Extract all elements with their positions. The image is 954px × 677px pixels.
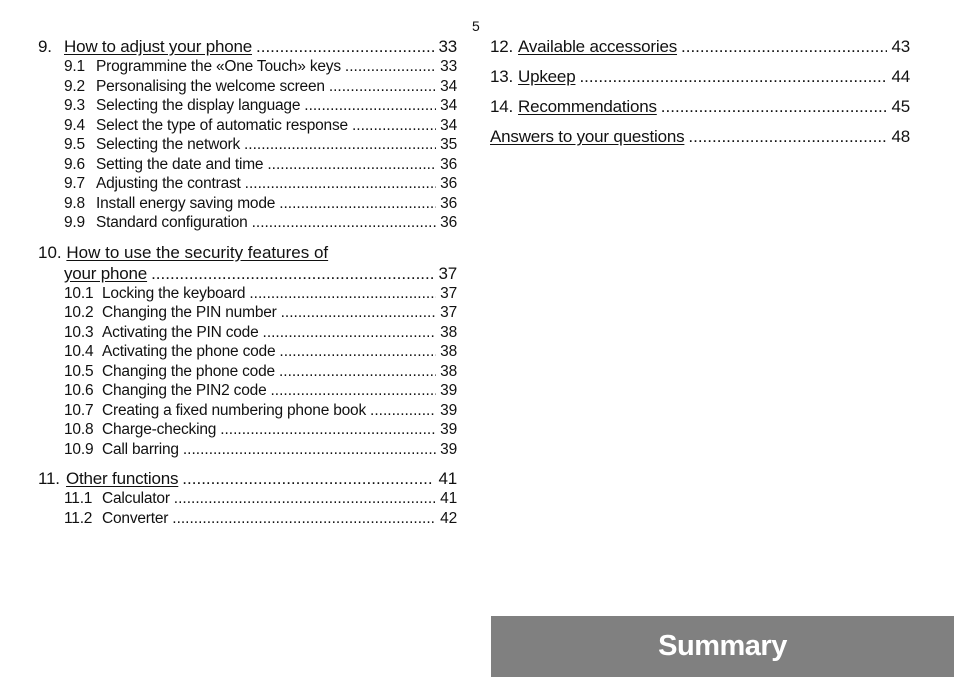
entry-number: 10.2 bbox=[64, 304, 94, 321]
entry-title: Creating a fixed numbering phone book bbox=[102, 401, 367, 419]
chapter-number: 12. bbox=[490, 37, 514, 56]
entry-title: Call barring bbox=[102, 440, 179, 458]
toc-chapter-14[interactable] bbox=[490, 97, 910, 127]
chapter-number: 14. bbox=[490, 97, 514, 116]
entry-title: Selecting the network bbox=[96, 136, 240, 153]
page-ref: 43 bbox=[891, 37, 910, 56]
spacer bbox=[38, 460, 457, 469]
chapter-title-link[interactable]: How to use the security features of bbox=[66, 242, 329, 262]
entry-number: 9.6 bbox=[64, 155, 85, 173]
entry-title: Standard configuration bbox=[96, 214, 248, 231]
page-ref: 34 bbox=[440, 116, 457, 134]
toc-entry[interactable] bbox=[38, 58, 457, 78]
page-ref: 36 bbox=[440, 155, 457, 173]
toc-entry[interactable] bbox=[38, 363, 457, 383]
page-ref: 42 bbox=[440, 509, 457, 527]
summary-banner bbox=[491, 616, 954, 677]
entry-number: 10.7 bbox=[64, 401, 94, 419]
entry-number: 9.7 bbox=[64, 175, 85, 192]
dot-leader bbox=[249, 285, 436, 303]
dot-leader bbox=[182, 469, 434, 489]
chapter-number: 10. bbox=[38, 242, 62, 262]
entry-number: 10.6 bbox=[64, 382, 94, 399]
page-ref: 37 bbox=[438, 263, 457, 283]
toc-chapter-12[interactable] bbox=[490, 37, 910, 67]
page-ref: 39 bbox=[440, 421, 457, 438]
page-ref: 38 bbox=[440, 343, 457, 360]
page-ref: 36 bbox=[440, 194, 457, 212]
chapter-title-link[interactable]: Recommendations bbox=[518, 97, 657, 116]
toc-entry[interactable] bbox=[38, 490, 457, 510]
page-ref: 45 bbox=[891, 97, 910, 116]
page-ref: 36 bbox=[440, 175, 457, 192]
entry-title: Selecting the display language bbox=[96, 97, 301, 114]
chapter-number: 9. bbox=[38, 37, 52, 56]
toc-entry[interactable] bbox=[38, 78, 457, 98]
dot-leader bbox=[271, 382, 437, 400]
page-ref: 33 bbox=[438, 37, 457, 56]
entry-title: Personalising the welcome screen bbox=[96, 77, 325, 95]
toc-left-column bbox=[38, 37, 457, 529]
entry-number: 10.4 bbox=[64, 343, 94, 360]
toc-entry[interactable] bbox=[38, 421, 457, 441]
page-ref: 39 bbox=[440, 440, 457, 458]
toc-entry[interactable] bbox=[38, 402, 457, 422]
entry-title: Changing the phone code bbox=[102, 362, 275, 380]
toc-chapter-11[interactable] bbox=[38, 469, 457, 490]
entry-title: Select the type of automatic response bbox=[96, 116, 348, 134]
entry-number: 10.1 bbox=[64, 284, 94, 302]
page-ref: 33 bbox=[440, 58, 457, 75]
entry-title: Activating the PIN code bbox=[102, 323, 259, 341]
dot-leader bbox=[329, 78, 436, 96]
entry-number: 11.2 bbox=[64, 509, 93, 527]
entry-number: 10.9 bbox=[64, 440, 94, 458]
page-ref: 38 bbox=[440, 362, 457, 380]
dot-leader bbox=[281, 304, 437, 322]
dot-leader bbox=[688, 127, 887, 147]
page-ref: 44 bbox=[891, 67, 910, 86]
entry-title: Calculator bbox=[102, 490, 170, 507]
spacer bbox=[38, 234, 457, 243]
page-ref: 38 bbox=[440, 323, 457, 341]
toc-entry[interactable] bbox=[38, 510, 457, 530]
entry-title: Setting the date and time bbox=[96, 155, 264, 173]
entry-title: Changing the PIN2 code bbox=[102, 382, 267, 399]
dot-leader bbox=[279, 343, 436, 361]
chapter-title-link[interactable]: Answers to your questions bbox=[490, 127, 685, 146]
toc-entry[interactable] bbox=[38, 97, 457, 117]
page-ref: 34 bbox=[440, 77, 457, 95]
toc-entry[interactable] bbox=[38, 285, 457, 305]
chapter-title-link[interactable]: Available accessories bbox=[518, 37, 678, 56]
entry-number: 10.8 bbox=[64, 421, 94, 438]
page-ref: 39 bbox=[440, 401, 457, 419]
dot-leader bbox=[370, 402, 436, 420]
entry-number: 9.4 bbox=[64, 116, 85, 134]
dot-leader bbox=[172, 510, 436, 528]
entry-title: Adjusting the contrast bbox=[96, 175, 241, 192]
page-ref: 36 bbox=[440, 214, 457, 231]
toc-right-column bbox=[490, 37, 910, 157]
entry-title: Charge-checking bbox=[102, 421, 217, 438]
dot-leader bbox=[661, 97, 888, 117]
toc-entry[interactable] bbox=[38, 195, 457, 215]
entry-number: 9.5 bbox=[64, 136, 85, 153]
dot-leader bbox=[245, 175, 436, 193]
dot-leader bbox=[244, 136, 436, 154]
toc-entry[interactable] bbox=[38, 343, 457, 363]
page-number: 5 bbox=[472, 18, 480, 34]
summary-heading: Summary bbox=[658, 630, 787, 662]
toc-entry[interactable] bbox=[38, 214, 457, 234]
dot-leader bbox=[579, 67, 887, 87]
toc-entry[interactable] bbox=[38, 136, 457, 156]
dot-leader bbox=[256, 37, 434, 57]
toc-chapter-13[interactable] bbox=[490, 67, 910, 97]
entry-number: 9.1 bbox=[64, 58, 85, 75]
toc-entry[interactable] bbox=[38, 156, 457, 176]
toc-entry[interactable] bbox=[38, 441, 457, 461]
page-ref: 37 bbox=[440, 304, 457, 321]
entry-title: Programmine the «One Touch» keys bbox=[96, 58, 341, 75]
toc-entry[interactable] bbox=[38, 324, 457, 344]
entry-title: Install energy saving mode bbox=[96, 194, 276, 212]
dot-leader bbox=[151, 264, 434, 284]
page-ref: 34 bbox=[440, 97, 457, 114]
page-ref: 41 bbox=[440, 490, 457, 507]
dot-leader bbox=[220, 421, 436, 439]
dot-leader bbox=[352, 117, 436, 135]
entry-number: 10.5 bbox=[64, 362, 94, 380]
dot-leader bbox=[263, 324, 437, 342]
dot-leader bbox=[304, 97, 436, 115]
entry-number: 9.9 bbox=[64, 214, 85, 231]
chapter-title-line bbox=[38, 243, 457, 264]
entry-number: 9.8 bbox=[64, 194, 85, 212]
entry-number: 9.3 bbox=[64, 97, 85, 114]
toc-chapter-10[interactable] bbox=[38, 243, 457, 285]
dot-leader bbox=[279, 195, 436, 213]
entry-title: Changing the PIN number bbox=[102, 304, 277, 321]
dot-leader bbox=[681, 37, 887, 57]
toc-entry[interactable] bbox=[38, 175, 457, 195]
toc-entry[interactable] bbox=[38, 382, 457, 402]
entry-title: Locking the keyboard bbox=[102, 284, 246, 302]
page-ref: 39 bbox=[440, 382, 457, 399]
dot-leader bbox=[183, 441, 436, 459]
dot-leader bbox=[345, 58, 436, 76]
dot-leader bbox=[252, 214, 437, 232]
chapter-number: 13. bbox=[490, 67, 514, 86]
dot-leader bbox=[267, 156, 436, 174]
toc-answers[interactable] bbox=[490, 127, 910, 157]
entry-number: 11.1 bbox=[64, 490, 93, 507]
chapter-title-line bbox=[38, 264, 457, 285]
dot-leader bbox=[174, 490, 436, 508]
dot-leader bbox=[279, 363, 436, 381]
chapter-title-link[interactable]: Other functions bbox=[66, 469, 179, 488]
chapter-title-link[interactable]: How to adjust your phone bbox=[64, 37, 252, 56]
toc-entry[interactable] bbox=[38, 117, 457, 137]
page-ref: 41 bbox=[438, 469, 457, 488]
page-ref: 48 bbox=[891, 127, 910, 146]
entry-number: 9.2 bbox=[64, 77, 85, 95]
page-ref: 35 bbox=[440, 136, 457, 153]
toc-chapter-9[interactable] bbox=[38, 37, 457, 58]
toc-entry[interactable] bbox=[38, 304, 457, 324]
chapter-number: 11. bbox=[38, 469, 60, 488]
chapter-title-link[interactable]: Upkeep bbox=[518, 67, 576, 86]
page-ref: 37 bbox=[440, 284, 457, 302]
entry-title: Activating the phone code bbox=[102, 343, 276, 360]
entry-title: Converter bbox=[102, 509, 169, 527]
chapter-title-link[interactable]: your phone bbox=[64, 263, 148, 283]
entry-number: 10.3 bbox=[64, 323, 94, 341]
